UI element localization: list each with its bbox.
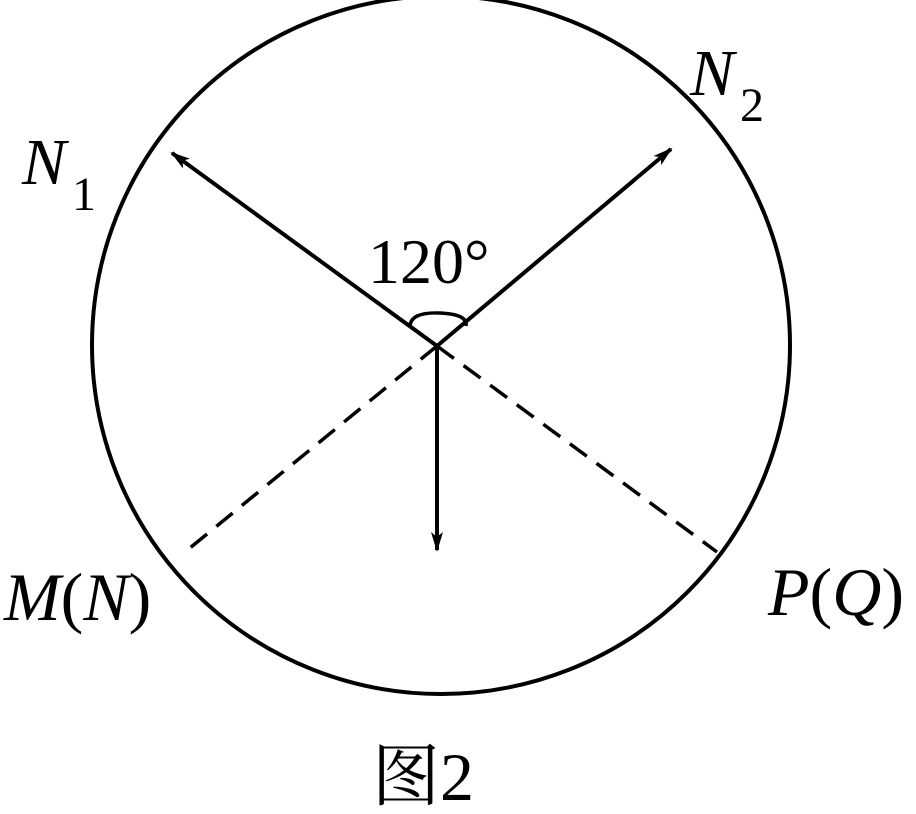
dashed-line-to-m xyxy=(185,346,437,552)
label-n2-main: N xyxy=(690,37,735,110)
label-m-n xyxy=(3,559,151,635)
label-p: P xyxy=(768,554,810,630)
label-m: M xyxy=(4,559,61,635)
label-n1-main: N xyxy=(22,126,67,199)
angle-arc xyxy=(410,313,466,327)
figure-caption: 图2 xyxy=(372,739,475,814)
dashed-line-to-p xyxy=(437,346,717,552)
label-p-open-paren: ( xyxy=(809,554,833,630)
label-p-inner: Q xyxy=(832,554,882,630)
label-n1-sub: 1 xyxy=(72,168,97,221)
label-m-open-paren: ( xyxy=(60,559,84,635)
label-m-close-paren: ) xyxy=(128,559,152,635)
label-m-inner: N xyxy=(83,559,129,635)
label-p-close-paren: ) xyxy=(881,554,904,630)
label-n2 xyxy=(689,37,764,132)
angle-label: 120° xyxy=(368,226,490,297)
label-n2-sub: 2 xyxy=(740,79,765,132)
label-n1 xyxy=(21,126,96,221)
label-p-q xyxy=(767,554,904,630)
